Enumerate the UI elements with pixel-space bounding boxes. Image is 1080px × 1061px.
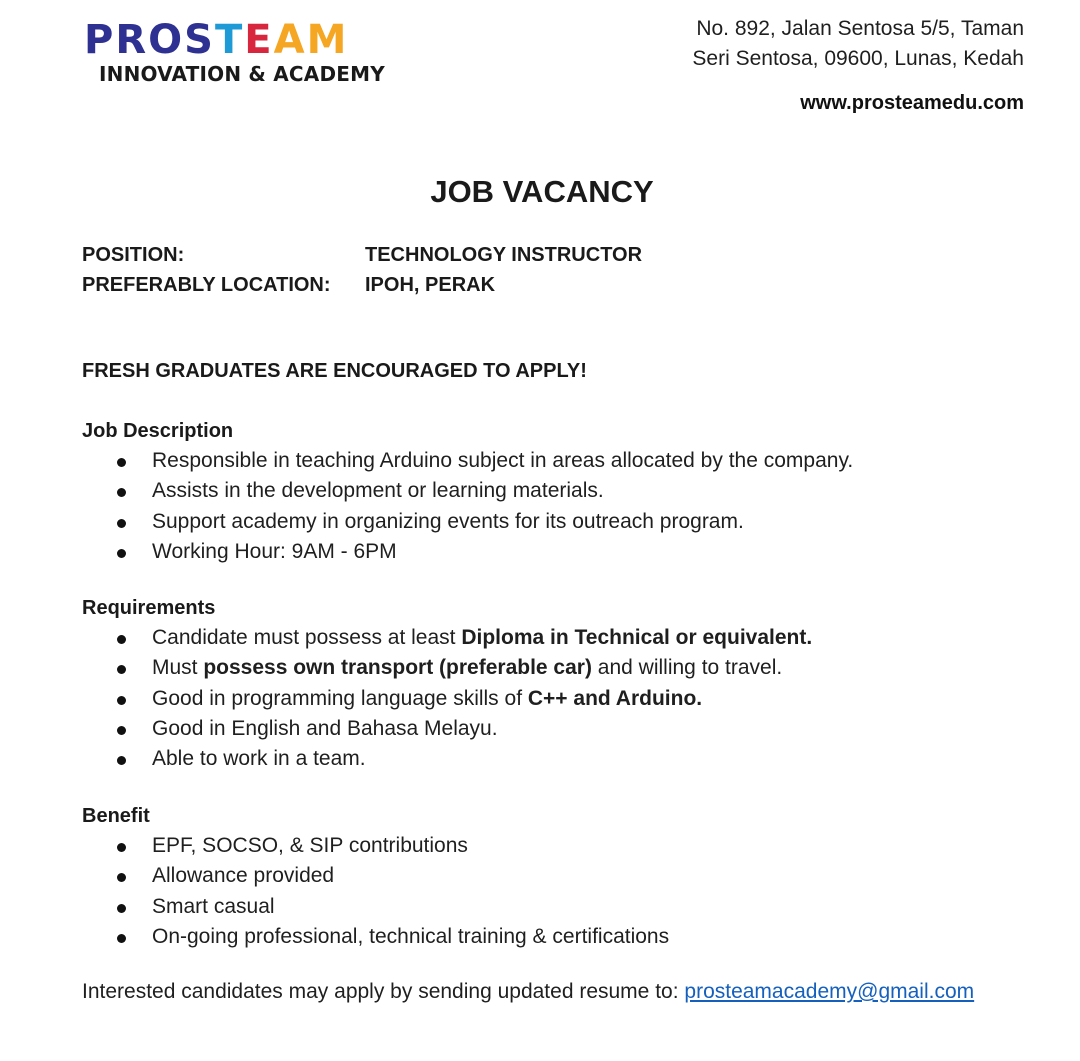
- list-item: Must possess own transport (preferable car) and willing to travel.: [82, 653, 812, 683]
- position-value: TECHNOLOGY INSTRUCTOR: [365, 244, 643, 266]
- list-item: Able to work in a team.: [82, 744, 812, 774]
- position-label: POSITION:: [82, 244, 185, 266]
- email-link[interactable]: prosteamacademy@gmail.com: [684, 980, 975, 1003]
- bullet-icon: [117, 665, 126, 674]
- bullet-icon: [117, 635, 126, 644]
- logo-letter: T: [214, 17, 245, 63]
- benefit-section: [82, 801, 669, 952]
- list-item: Working Hour: 9AM - 6PM: [82, 537, 853, 567]
- bullet-icon: [117, 458, 126, 467]
- location-value: IPOH, PERAK: [365, 274, 496, 296]
- bullet-icon: [117, 843, 126, 852]
- list-item: Smart casual: [82, 892, 669, 922]
- bullet-icon: [117, 904, 126, 913]
- bullet-icon: [117, 726, 126, 735]
- logo-letter: R: [115, 17, 149, 63]
- job-description-section: [82, 416, 853, 567]
- bullet-icon: [117, 696, 126, 705]
- address-line: Seri Sentosa, 09600, Lunas, Kedah: [692, 47, 1024, 70]
- bullet-icon: [117, 756, 126, 765]
- logo-letter: A: [273, 17, 307, 63]
- company-website: www.prosteamedu.com: [800, 92, 1024, 114]
- bullet-icon: [117, 519, 126, 528]
- bullet-icon: [117, 549, 126, 558]
- logo-letter: M: [306, 17, 349, 63]
- requirements-list: [82, 623, 812, 774]
- logo-letter: O: [148, 17, 185, 63]
- list-item: Good in programming language skills of C++ and Arduino.: [82, 684, 812, 714]
- apply-text: Interested candidates may apply by sending updated resume to:: [82, 980, 685, 1003]
- logo-letter: E: [244, 17, 274, 63]
- requirements-section: [82, 593, 812, 774]
- company-address: [692, 14, 1024, 74]
- list-item: Allowance provided: [82, 861, 669, 891]
- bullet-icon: [117, 488, 126, 497]
- position-row: [82, 244, 643, 267]
- logo-subtitle: INNOVATION & ACADEMY: [99, 62, 385, 86]
- location-label: PREFERABLY LOCATION:: [82, 274, 331, 296]
- apply-instructions: [82, 980, 974, 1004]
- section-heading: Benefit: [82, 805, 150, 827]
- list-item: EPF, SOCSO, & SIP contributions: [82, 831, 669, 861]
- logo-wordmark: [84, 17, 404, 63]
- bullet-icon: [117, 934, 126, 943]
- job-description-list: [82, 446, 853, 567]
- list-item: Good in English and Bahasa Melayu.: [82, 714, 812, 744]
- list-item: Responsible in teaching Arduino subject in areas allocated by the company.: [82, 446, 853, 476]
- benefit-list: [82, 831, 669, 952]
- list-item: On-going professional, technical training & certifications: [82, 922, 669, 952]
- company-logo: [84, 17, 404, 86]
- location-row: [82, 274, 496, 297]
- logo-letter: P: [84, 17, 116, 63]
- fresh-graduates-note: FRESH GRADUATES ARE ENCOURAGED TO APPLY!: [82, 360, 587, 382]
- list-item: Candidate must possess at least Diploma in Technical or equivalent.: [82, 623, 812, 653]
- logo-letter: S: [184, 17, 215, 63]
- page-title: JOB VACANCY: [430, 174, 654, 209]
- bullet-icon: [117, 873, 126, 882]
- section-heading: Job Description: [82, 420, 234, 442]
- list-item: Assists in the development or learning materials.: [82, 476, 853, 506]
- section-heading: Requirements: [82, 597, 216, 619]
- list-item: Support academy in organizing events for its outreach program.: [82, 507, 853, 537]
- address-line: No. 892, Jalan Sentosa 5/5, Taman: [696, 17, 1024, 40]
